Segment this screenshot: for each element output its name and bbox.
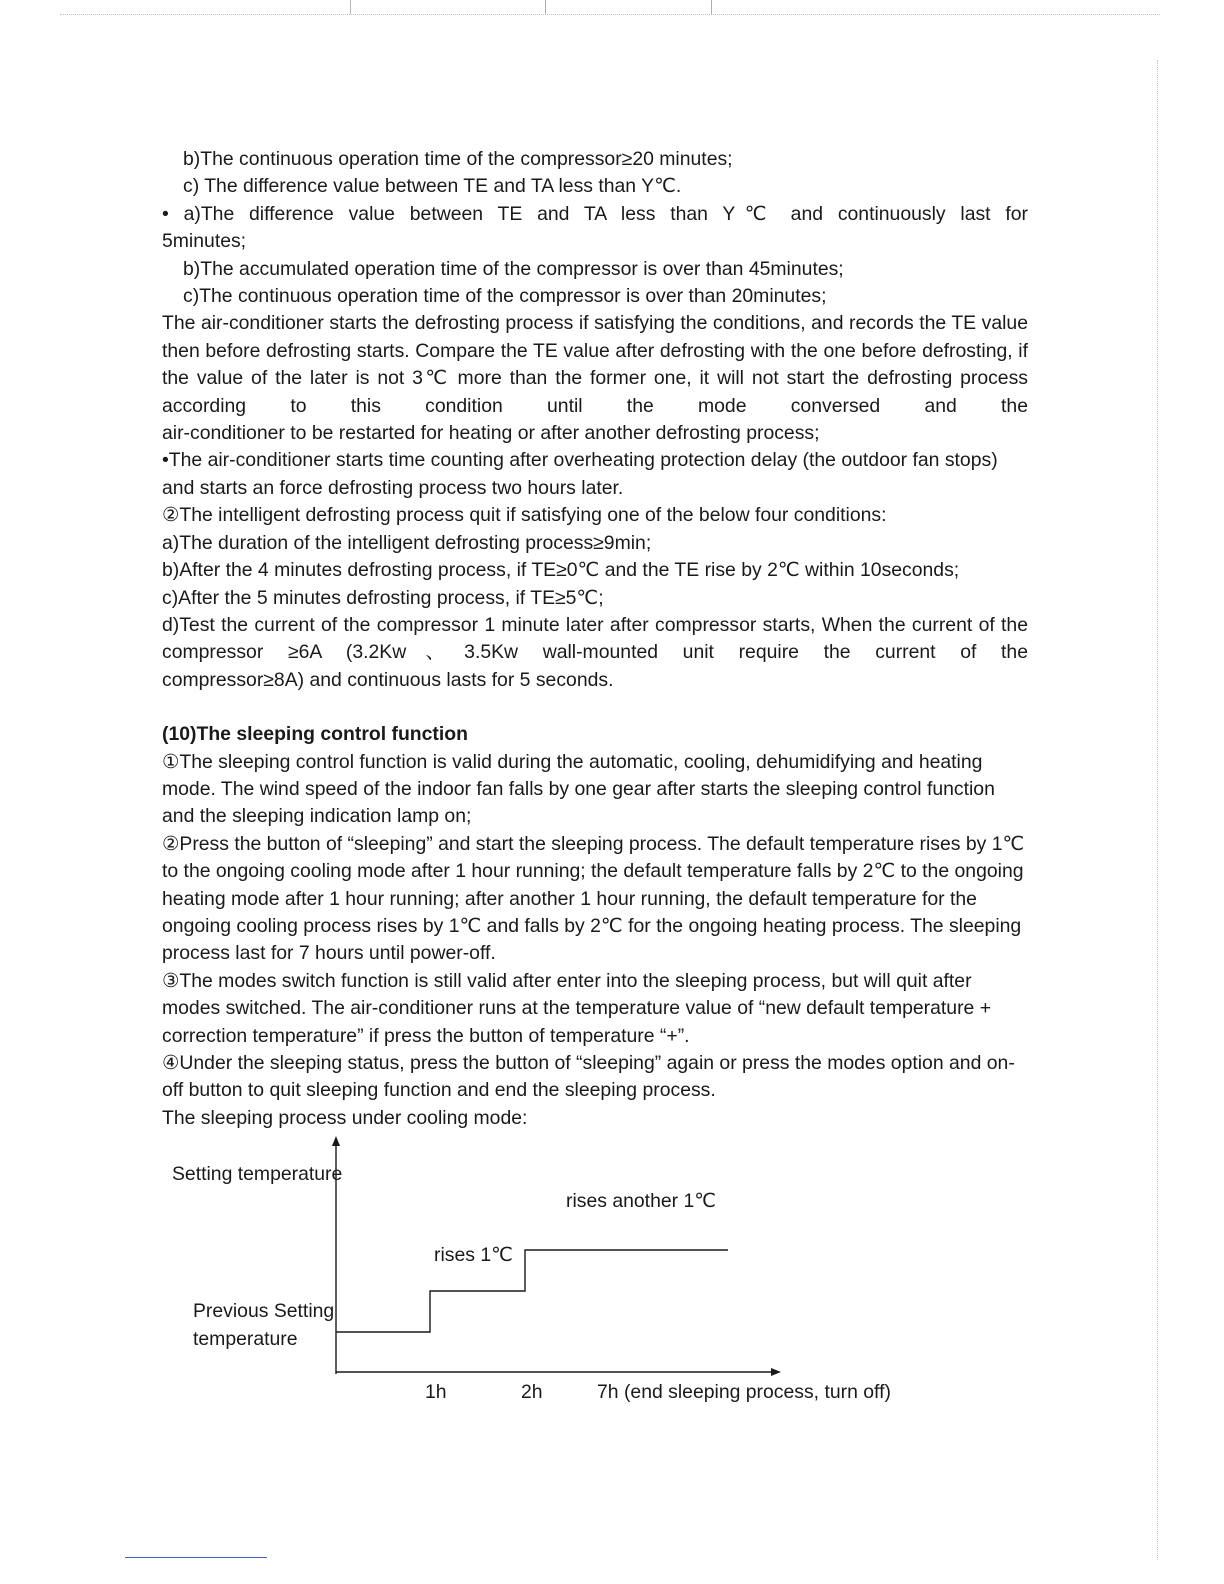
paragraph: ③The modes switch function is still valid after enter into the sleeping process, but will quit after modes switched. The air-conditioner runs at the temperature value of “new default temperature + correction temperature” if press the button of temperature “+”. <box>162 969 992 1047</box>
x-tick-label: 7h (end sleeping process, turn off) <box>597 1381 891 1403</box>
paragraph: • a)The difference value between TE and TA less than Y℃ and continuously last for <box>162 202 1028 225</box>
paragraph: The sleeping process under cooling mode: <box>162 1106 528 1129</box>
paragraph: ①The sleeping control function is valid during the automatic, cooling, dehumidifying and heating mode. The wind speed of the indoor fan falls by one gear after starts the sleeping control function and the sleeping indication lamp on; <box>162 750 995 828</box>
paragraph: ②Press the button of “sleeping” and start the sleeping process. The default temperature rises by 1℃ to the ongoing cooling mode after 1 hour running; the default temperature falls by 2℃ to the ongoing heating mode after 1 hour running; after another 1 hour running, the default temperature for the ongoing cooling process rises by 1℃ and falls by 2℃ for the ongoing heating process. The sleeping process last for 7 hours until power-off. <box>162 832 1025 965</box>
paragraph: ②The intelligent defrosting process quit if satisfying one of the below four conditions: <box>162 504 887 527</box>
paragraph: ④Under the sleeping status, press the button of “sleeping” again or press the modes option and on-off button to quit sleeping function and end the sleeping process. <box>162 1052 1015 1102</box>
paragraph: •The air-conditioner starts time counting after overheating protection delay (the outdoor fan stops) and starts an force defrosting process two hours later. <box>162 449 998 499</box>
paragraph: The air-conditioner starts the defrosting process if satisfying the conditions, and records the TE value then before defrosting starts. Compare the TE value after defrosting with the one before defrosting, if the value of the later is not 3℃ more than the former one, it will not start the defrosting process according to this condition until the mode conversed and the <box>162 312 1028 417</box>
paragraph: compressor≥8A) and continuous lasts for 5 seconds. <box>162 668 614 691</box>
paragraph: air-conditioner to be restarted for heating or after another defrosting process; <box>162 422 820 445</box>
temperature-step-line <box>336 1250 728 1332</box>
paragraph: d)Test the current of the compressor 1 minute later after compressor starts, When the current of the compressor ≥6A (3.2Kw、3.5Kw wall-mounted unit require the current of the <box>162 613 1028 664</box>
x-tick-label: 2h <box>521 1381 543 1403</box>
y-axis-label: Setting temperature <box>172 1163 343 1185</box>
section-heading: (10)The sleeping control function <box>162 723 468 746</box>
baseline-label: temperature <box>193 1328 298 1350</box>
paragraph: a)The duration of the intelligent defrosting process≥9min; <box>162 531 652 554</box>
step-label: rises another 1℃ <box>566 1190 717 1212</box>
baseline-label: Previous Setting <box>193 1300 335 1322</box>
paragraph: c)The continuous operation time of the compressor is over than 20minutes; <box>183 285 827 308</box>
x-tick-label: 1h <box>425 1381 447 1403</box>
step-label: rises 1℃ <box>434 1244 513 1266</box>
paragraph: 5minutes; <box>162 230 247 253</box>
paragraph: b)The continuous operation time of the compressor≥20 minutes; <box>183 148 733 170</box>
paragraph: b)After the 4 minutes defrosting process, if TE≥0℃ and the TE rise by 2℃ within 10seconds; <box>162 559 960 582</box>
paragraph: c) The difference value between TE and TA less than Y℃. <box>183 175 682 198</box>
footnote-rule <box>125 1557 267 1558</box>
paragraph: b)The accumulated operation time of the compressor is over than 45minutes; <box>183 257 844 280</box>
paragraph: c)After the 5 minutes defrosting process, if TE≥5℃; <box>162 586 604 609</box>
